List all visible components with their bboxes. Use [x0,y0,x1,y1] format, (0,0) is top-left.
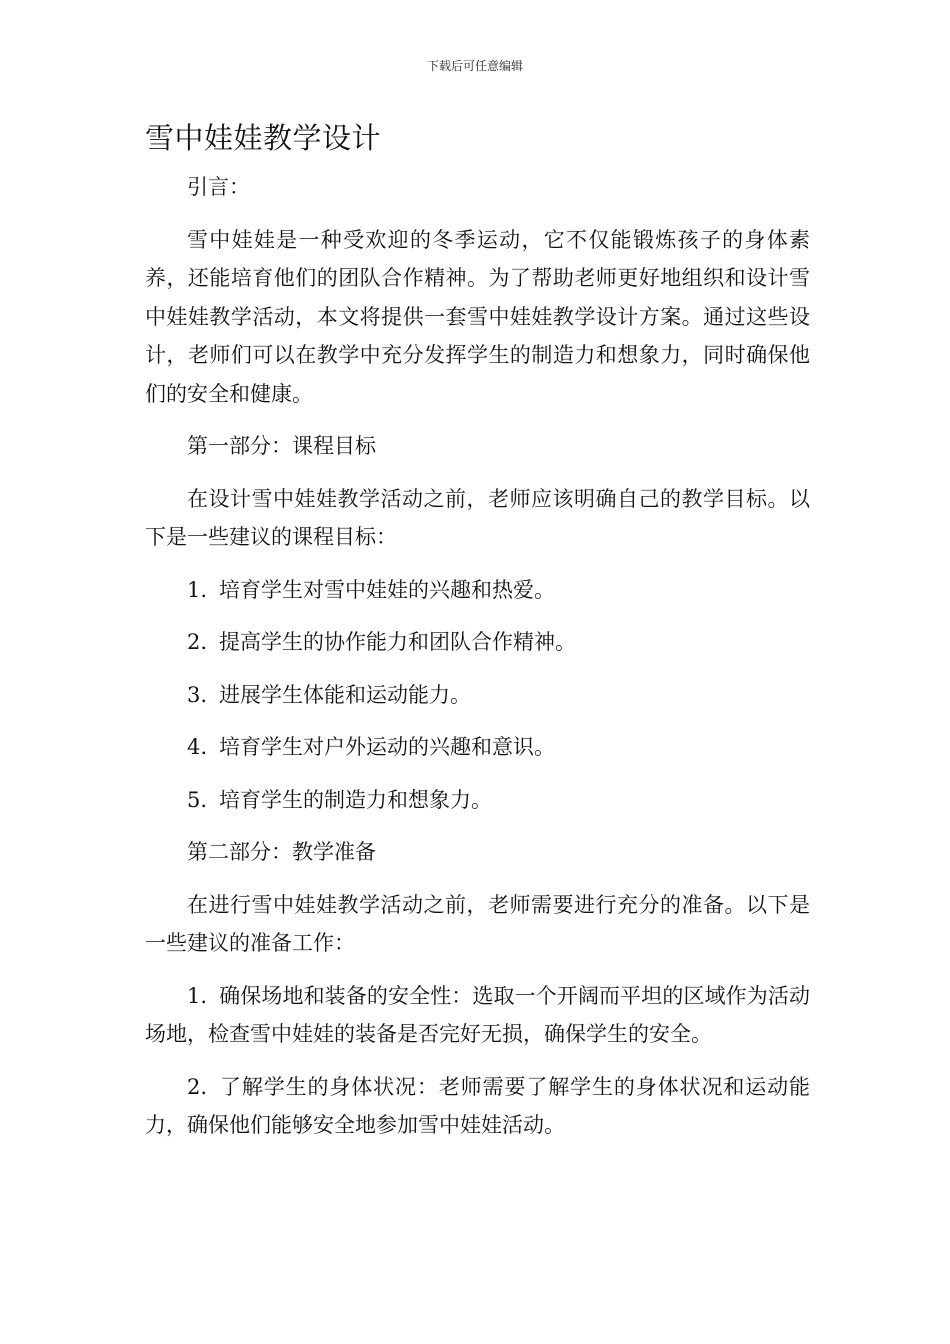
list-item-text: 培育学生对户外运动的兴趣和意识。 [219,735,556,759]
list-item-number: 1. [187,577,208,602]
list-item-number: 5. [187,787,208,812]
part1-heading: 第一部分：课程目标 [187,434,376,458]
part2-heading: 第二部分：教学准备 [187,840,376,864]
list-item-number: 3. [187,682,208,707]
document-title: 雪中娃娃教学设计 [145,121,382,155]
part1-list-item [145,728,810,767]
intro-paragraph: 雪中娃娃是一种受欢迎的冬季运动，它不仅能锻炼孩子的身体素养，还能培育他们的团队合作精神。为了帮助老师更好地组织和设计雪中娃娃教学活动，本文将提供一套雪中娃娃教学设计方案。通过这些设计，老师们可以在教学中充分发挥学生的制造力和想象力，同时确保他们的安全和健康。 [145,227,810,406]
header-note: 下载后可任意编辑 [426,59,523,73]
list-item-number: 1. [187,983,208,1008]
intro-heading: 引言： [187,175,250,199]
list-item-text: 培育学生对雪中娃娃的兴趣和热爱。 [219,577,556,602]
list-item-text: 培育学生的制造力和想象力。 [219,787,493,812]
part1-list-item [145,676,810,715]
list-item-text: 进展学生体能和运动能力。 [219,682,472,707]
list-item-text: 提高学生的协作能力和团队合作精神。 [219,630,577,654]
document-body [145,168,810,1159]
part2-paragraph: 在进行雪中娃娃教学活动之前，老师需要进行充分的准备。以下是一些建议的准备工作： [145,892,810,955]
list-item-number: 2. [187,1074,208,1099]
part2-list-item [145,1068,810,1145]
list-item-text: 确保场地和装备的安全性：选取一个开阔而平坦的区域作为活动场地，检查雪中娃娃的装备是否完好无损，确保学生的安全。 [145,983,810,1046]
part1-paragraph: 在设计雪中娃娃教学活动之前，老师应该明确自己的教学目标。以下是一些建议的课程目标： [145,486,810,549]
list-item-number: 4. [187,735,208,759]
list-item-number: 2. [187,630,208,654]
part1-list-item [145,571,810,610]
part2-list-item [145,977,810,1054]
part1-list-item [145,623,810,662]
part1-list-item [145,781,810,820]
list-item-text: 了解学生的身体状况：老师需要了解学生的身体状况和运动能力，确保他们能够安全地参加雪中娃娃活动。 [145,1074,810,1137]
